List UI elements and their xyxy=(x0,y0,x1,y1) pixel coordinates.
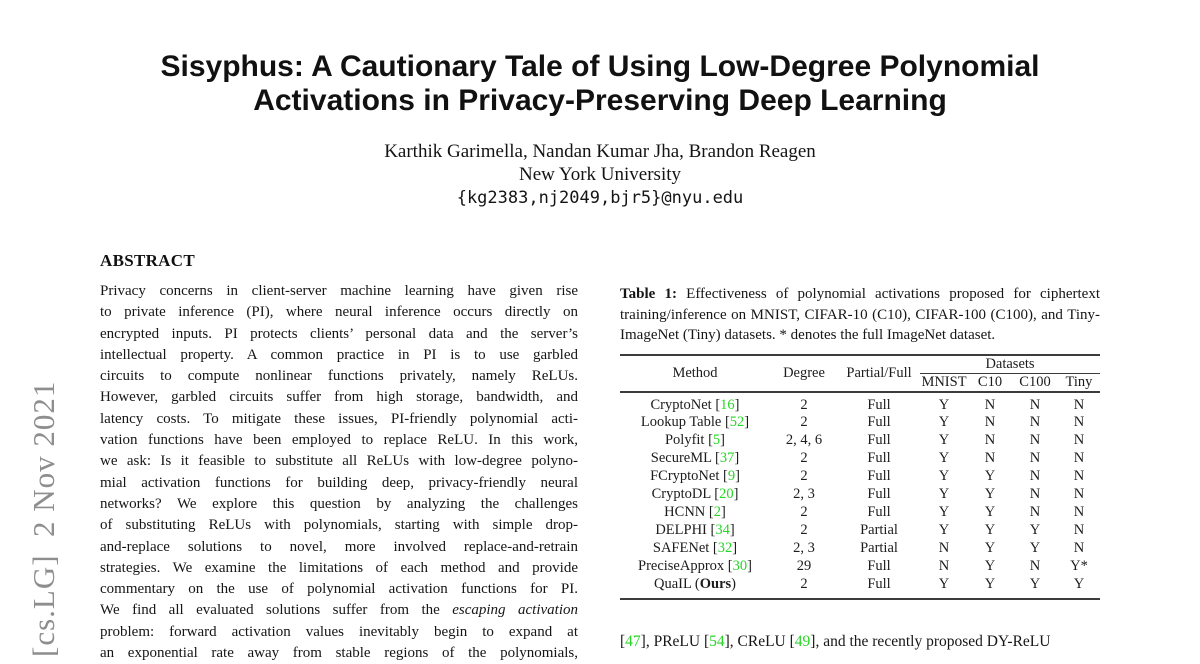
cell-method xyxy=(620,392,770,414)
affiliation-line: New York University xyxy=(518,164,682,185)
cell-dataset-flag: N xyxy=(1029,450,1041,467)
text-segment: of substituting ReLUs with polynomials, starting with simple drop- xyxy=(100,517,578,534)
cell-partial-full: Partial xyxy=(860,522,898,539)
text-segment: ) xyxy=(731,576,737,593)
cell-dataset-flag: Y xyxy=(984,468,996,485)
cell-dataset-flag: Y xyxy=(938,522,950,539)
text-segment: ], and the recently proposed DY-ReLU xyxy=(810,633,1051,650)
text-segment: encrypted inputs. PI protects clients’ personal data and the server’s xyxy=(100,325,578,342)
cell-partial-full: Full xyxy=(867,576,891,593)
citation-link[interactable]: 54 xyxy=(709,633,725,650)
cell-method xyxy=(620,522,770,540)
table-row xyxy=(620,576,1100,599)
table-body xyxy=(620,392,1100,600)
cell-degree: 2, 4, 6 xyxy=(785,432,823,449)
abstract-line xyxy=(100,622,578,643)
cell-dataset-flag: N xyxy=(1073,468,1085,485)
text-segment: problem: forward activation values inevitably begin to expand at xyxy=(100,623,578,640)
abstract-line xyxy=(100,515,578,536)
column-header-datasets-group: Datasets xyxy=(920,355,1100,374)
cell-degree: 2 xyxy=(800,504,808,521)
cell-dataset-flag: N xyxy=(938,558,950,575)
text-segment: escaping activation xyxy=(452,602,578,619)
cell-dataset-flag: Y xyxy=(938,486,950,503)
abstract-line xyxy=(100,494,578,515)
cell-method xyxy=(620,486,770,504)
cell-degree: 2 xyxy=(800,468,808,485)
cell-method xyxy=(620,468,770,486)
text-segment: Lookup Table [ xyxy=(640,414,730,431)
table-row xyxy=(620,486,1100,504)
citation-link[interactable]: 2 xyxy=(713,504,721,521)
text-segment: CryptoNet [ xyxy=(650,396,721,413)
cell-dataset-flag: N xyxy=(1029,504,1041,521)
abstract-line xyxy=(100,537,578,558)
cell-dataset-flag: N xyxy=(1073,504,1085,521)
cell-method xyxy=(620,432,770,450)
cell-dataset-flag: N xyxy=(984,450,996,467)
column-header-c100: C100 xyxy=(1019,373,1051,390)
table-header xyxy=(620,355,1100,392)
text-segment: strategies. We examine the limitations of each method and provide xyxy=(100,559,578,576)
cell-dataset-flag: N xyxy=(1073,522,1085,539)
cell-method xyxy=(620,504,770,522)
cell-partial-full: Full xyxy=(867,450,891,467)
title-block xyxy=(0,50,1200,211)
abstract-line xyxy=(100,558,578,579)
abstract-paragraph xyxy=(100,281,578,662)
cell-degree: 2 xyxy=(800,396,808,413)
cell-partial-full: Full xyxy=(867,504,891,521)
cell-degree: 2 xyxy=(800,450,808,467)
text-segment: and-replace solutions to novel, more involved replace-and-retrain xyxy=(100,538,578,555)
cell-method xyxy=(620,576,770,599)
column-header-mnist: MNIST xyxy=(921,373,967,390)
cell-dataset-flag: N xyxy=(1073,396,1085,413)
abstract-line xyxy=(100,600,578,621)
cell-dataset-flag: Y xyxy=(938,504,950,521)
text-segment: networks? We explore this question by analyzing the challenges xyxy=(100,495,578,512)
text-segment: SecureML [ xyxy=(650,450,720,467)
cell-dataset-flag: N xyxy=(984,396,996,413)
cell-method xyxy=(620,414,770,432)
cell-dataset-flag: N xyxy=(1073,414,1085,431)
cell-dataset-flag: N xyxy=(1029,414,1041,431)
cell-dataset-flag: Y xyxy=(938,468,950,485)
text-segment: ] xyxy=(733,486,739,503)
cell-partial-full: Full xyxy=(867,414,891,431)
text-segment: ] xyxy=(734,450,740,467)
text-segment: Effectiveness of polynomial activations proposed for ciphertext training/inference on MNIST, CIFAR-10 (C10), CIFAR-100 (C100), and Tiny-ImageNet (Tiny) datasets. * denotes the full ImageNet dataset. xyxy=(620,286,1100,343)
column-header-c10: C10 xyxy=(977,373,1003,390)
cell-dataset-flag: N xyxy=(1029,432,1041,449)
column-header-partial-full: Partial/Full xyxy=(846,364,912,381)
text-segment: commentary on the use of polynomial activation functions for PI. xyxy=(100,581,578,598)
cell-dataset-flag: N xyxy=(984,432,996,449)
cell-partial-full: Full xyxy=(867,558,891,575)
text-segment: QuaIL ( xyxy=(653,576,700,593)
citation-link[interactable]: 37 xyxy=(719,450,735,467)
text-segment: [ xyxy=(620,633,626,650)
text-segment: FCryptoNet [ xyxy=(650,468,728,485)
cell-dataset-flag: Y* xyxy=(1070,558,1088,575)
column-header-tiny: Tiny xyxy=(1065,373,1093,390)
cell-degree: 29 xyxy=(796,558,812,575)
text-segment: Polyfit [ xyxy=(664,432,713,449)
abstract-line xyxy=(100,281,578,302)
cell-dataset-flag: N xyxy=(1029,396,1041,413)
abstract-line xyxy=(100,387,578,408)
text-segment: Table 1: xyxy=(620,286,687,302)
text-segment: SAFENet [ xyxy=(652,540,718,557)
abstract-line xyxy=(100,579,578,600)
table-row xyxy=(620,392,1100,414)
cell-degree: 2, 3 xyxy=(793,540,815,557)
column-header-degree: Degree xyxy=(783,364,825,381)
table-row xyxy=(620,414,1100,432)
text-segment: We find all evaluated solutions suffer from the xyxy=(100,602,453,619)
arxiv-stamp: [cs.LG] 2 Nov 2021 xyxy=(26,380,61,657)
abstract-line xyxy=(100,430,578,451)
citation-link[interactable]: 5 xyxy=(712,432,721,449)
table-row xyxy=(620,450,1100,468)
text-segment: CryptoDL [ xyxy=(651,486,720,503)
text-segment: HCNN [ xyxy=(664,504,714,521)
email-line: {kg2383,nj2049,bjr5}@nyu.edu xyxy=(456,188,744,208)
cell-method xyxy=(620,450,770,468)
cell-dataset-flag: N xyxy=(1029,558,1041,575)
cell-degree: 2, 3 xyxy=(793,486,815,503)
cell-method xyxy=(620,558,770,576)
cell-dataset-flag: Y xyxy=(938,396,950,413)
cell-degree: 2 xyxy=(800,414,808,431)
text-segment: circuits to compute nonlinear functions privately, namely ReLUs. xyxy=(100,368,578,385)
text-segment: ] xyxy=(720,504,726,521)
cell-dataset-flag: Y xyxy=(984,576,996,593)
text-segment: Privacy concerns in client-server machine learning have given rise xyxy=(100,283,578,299)
citation-link[interactable]: 47 xyxy=(625,633,641,650)
results-table xyxy=(620,354,1100,601)
table-row xyxy=(620,540,1100,558)
cell-dataset-flag: N xyxy=(1029,468,1041,485)
cell-dataset-flag: N xyxy=(1029,486,1041,503)
abstract-line xyxy=(100,409,578,430)
text-segment: ], CReLU [ xyxy=(724,633,795,650)
cell-dataset-flag: Y xyxy=(1029,576,1041,593)
cell-dataset-flag: N xyxy=(1073,432,1085,449)
table-row xyxy=(620,504,1100,522)
abstract-line xyxy=(100,366,578,387)
citation-link[interactable]: 34 xyxy=(715,522,730,539)
cell-degree: 2 xyxy=(800,522,808,539)
cell-partial-full: Full xyxy=(867,468,891,485)
cell-dataset-flag: Y xyxy=(984,540,996,557)
cell-dataset-flag: N xyxy=(1073,540,1085,557)
cell-partial-full: Full xyxy=(867,432,891,449)
text-segment: Ours xyxy=(699,576,732,593)
cell-dataset-flag: N xyxy=(938,540,950,557)
citation-link[interactable]: 20 xyxy=(719,486,734,503)
table-caption xyxy=(620,284,1100,346)
citation-link[interactable]: 9 xyxy=(727,468,736,485)
text-segment: ] xyxy=(747,558,752,575)
table-row xyxy=(620,558,1100,576)
authors-line: Karthik Garimella, Nandan Kumar Jha, Brandon Reagen xyxy=(384,141,816,162)
abstract-line xyxy=(100,324,578,345)
text-segment: mial activation functions for building deep, privacy-friendly neural xyxy=(100,474,578,491)
cell-dataset-flag: N xyxy=(984,414,996,431)
table-row xyxy=(620,468,1100,486)
table-row xyxy=(620,522,1100,540)
column-header-method: Method xyxy=(672,364,718,381)
cell-dataset-flag: N xyxy=(1073,486,1085,503)
cell-partial-full: Full xyxy=(867,486,891,503)
abstract-line xyxy=(100,345,578,366)
paper-title: Sisyphus: A Cautionary Tale of Using Low-Degree Polynomial Activations in Privacy-Preserving Deep Learning xyxy=(160,50,1040,117)
cell-partial-full: Full xyxy=(867,396,891,413)
cell-dataset-flag: Y xyxy=(984,504,996,521)
abstract-line xyxy=(100,302,578,323)
text-segment: ] xyxy=(735,468,740,485)
citation-link[interactable]: 52 xyxy=(729,414,745,431)
cell-dataset-flag: Y xyxy=(1073,576,1085,593)
text-segment: ] xyxy=(720,432,726,449)
text-segment: vation functions have been employed to replace ReLU. In this work, xyxy=(100,432,578,449)
citation-link[interactable]: 16 xyxy=(720,396,735,413)
citation-link[interactable]: 49 xyxy=(794,633,811,650)
cell-partial-full: Partial xyxy=(860,540,898,557)
text-segment: to private inference (PI), where neural inference occurs directly on xyxy=(100,304,578,321)
cell-dataset-flag: Y xyxy=(938,432,950,449)
text-segment: ] xyxy=(734,396,740,413)
right-column xyxy=(620,284,1100,600)
text-segment: latency costs. To mitigate these issues, PI-friendly polynomial acti- xyxy=(100,410,578,427)
abstract-heading: ABSTRACT xyxy=(100,251,195,270)
text-segment: an exponential rate away from stable regions of the polynomials, xyxy=(100,645,578,662)
cell-dataset-flag: Y xyxy=(984,486,996,503)
text-segment: However, garbled circuits suffer from high storage, bandwidth, and xyxy=(100,389,578,406)
cell-dataset-flag: Y xyxy=(1029,522,1041,539)
text-segment: ], PReLU [ xyxy=(640,633,710,650)
text-segment: ] xyxy=(744,414,750,431)
text-segment: intellectual property. A common practice in PI is to use garbled xyxy=(100,346,578,363)
body-text-partial-line xyxy=(620,631,1100,648)
cell-dataset-flag: Y xyxy=(984,522,996,539)
abstract-line xyxy=(100,643,578,664)
citation-link[interactable]: 32 xyxy=(717,540,733,557)
cell-dataset-flag: Y xyxy=(938,414,950,431)
text-segment: DELPHI [ xyxy=(655,522,716,539)
cell-dataset-flag: N xyxy=(1073,450,1085,467)
cell-dataset-flag: Y xyxy=(938,576,950,593)
text-segment: we ask: Is it feasible to substitute all ReLUs with low-degree polyno- xyxy=(100,453,578,470)
cell-degree: 2 xyxy=(800,576,808,593)
cell-dataset-flag: Y xyxy=(1029,540,1041,557)
text-segment: ] xyxy=(729,522,735,539)
text-segment: PreciseApprox [ xyxy=(638,558,733,575)
cell-dataset-flag: Y xyxy=(984,558,996,575)
abstract-line xyxy=(100,473,578,494)
abstract-line xyxy=(100,451,578,472)
citation-link[interactable]: 30 xyxy=(732,558,748,575)
table-row xyxy=(620,432,1100,450)
text-segment: ] xyxy=(732,540,738,557)
cell-dataset-flag: Y xyxy=(938,450,950,467)
cell-method xyxy=(620,540,770,558)
left-column xyxy=(100,251,578,662)
